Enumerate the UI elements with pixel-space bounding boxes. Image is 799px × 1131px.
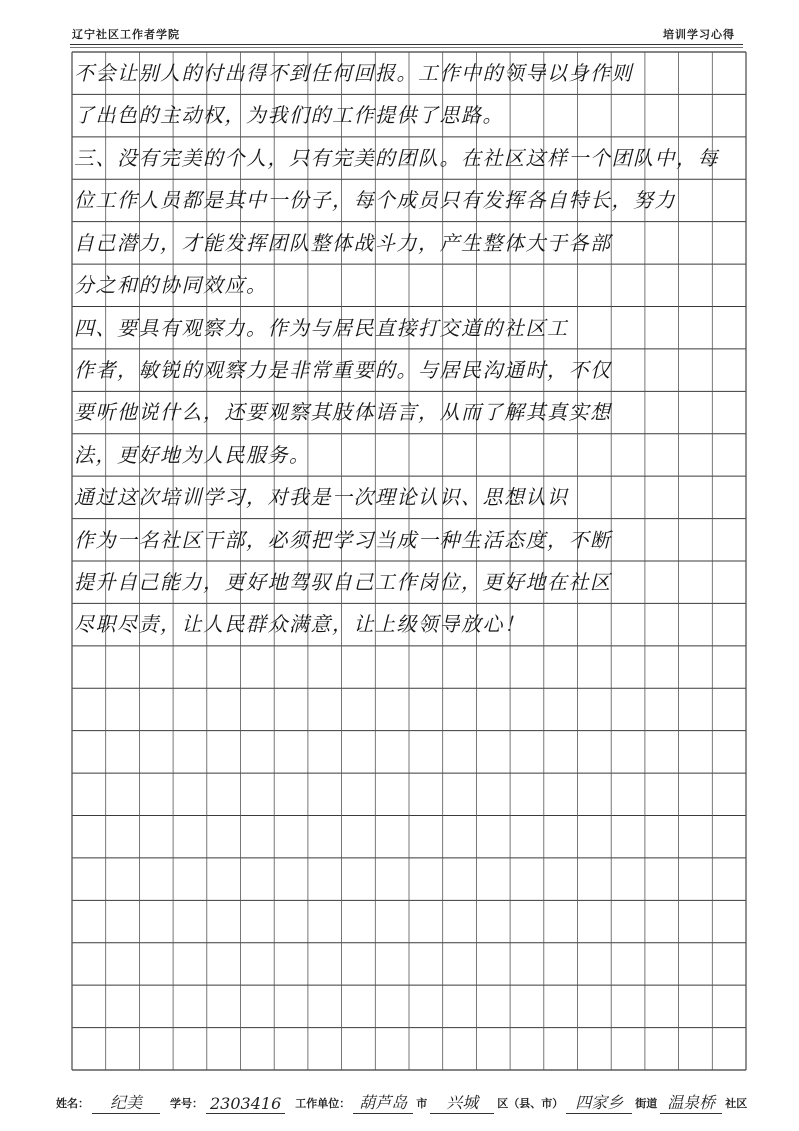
- community-label: 社区: [725, 1097, 748, 1110]
- handwritten-line: 三、没有完美的个人，只有完美的团队。在社区这样一个团队中，每: [74, 145, 719, 170]
- student-id-value: 2303416: [206, 1094, 285, 1114]
- institution-title: 辽宁社区工作者学院: [72, 28, 180, 41]
- town-value: 四家乡: [566, 1090, 632, 1114]
- signature-footer: [56, 1076, 747, 1114]
- document-type-title: 培训学习心得: [663, 28, 735, 41]
- street-label: 街道: [635, 1097, 658, 1110]
- student-id-label: 学号：: [170, 1097, 203, 1110]
- handwritten-line: 作者，敏锐的观察力是非常重要的。与居民沟通时，不仅: [74, 357, 612, 382]
- community-value: 温泉桥: [660, 1090, 722, 1114]
- handwritten-line: 通过这次培训学习，对我是一次理论认识、思想认识: [74, 485, 569, 510]
- district-value: 兴城: [430, 1090, 494, 1114]
- handwritten-line: 提升自己能力，更好地驾驭自己工作岗位，更好地在社区: [74, 570, 612, 594]
- handwritten-line: 要听他说什么，还要观察其肢体语言，从而了解其真实想: [74, 400, 612, 425]
- handwritten-line: 自己潜力，才能发挥团队整体战斗力，产生整体大于各部: [74, 230, 612, 255]
- handwritten-line: 尽职尽责，让人民群众满意，让上级领导放心！: [74, 612, 526, 637]
- handwritten-line: 不会让别人的付出得不到任何回报。工作中的领导以身作则: [74, 61, 633, 85]
- name-label: 姓名：: [56, 1097, 89, 1110]
- handwritten-line: 位工作人员都是其中一份子，每个成员只有发挥各自特长，努力: [74, 188, 676, 213]
- name-value: 纪美: [92, 1090, 160, 1114]
- district-label: 区（县、市）: [497, 1097, 564, 1110]
- city-value: 葫芦岛: [353, 1090, 413, 1114]
- work-unit-label: 工作单位：: [295, 1097, 351, 1110]
- handwritten-line: 四、要具有观察力。作为与居民直接打交道的社区工: [74, 315, 569, 340]
- handwritten-line: 法，更好地为人民服务。: [74, 442, 311, 467]
- handwritten-line: 了出色的主动权，为我们的工作提供了思路。: [74, 103, 504, 128]
- handwritten-line: 分之和的协同效应。: [74, 273, 268, 298]
- handwritten-line: 作为一名社区干部，必须把学习当成一种生活态度，不断: [74, 527, 612, 552]
- city-label: 市: [416, 1097, 428, 1110]
